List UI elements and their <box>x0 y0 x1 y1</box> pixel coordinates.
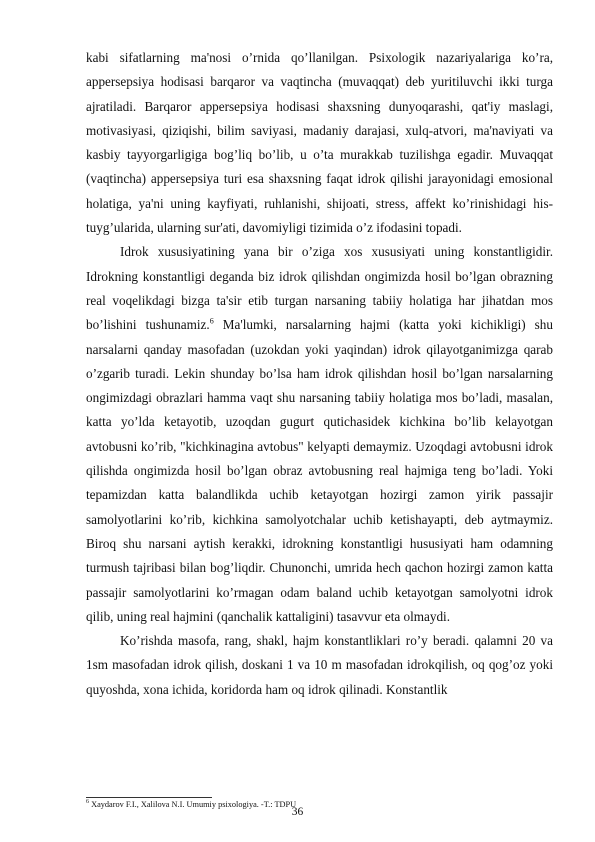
paragraph-2 <box>86 240 553 629</box>
page-number: 36 <box>291 806 304 818</box>
body-text <box>86 46 553 702</box>
footnote-divider <box>86 797 212 798</box>
paragraph-2-text-start: Idrok xususiyatining yana bir o’ziga xos xususiyati uning konstantligidir. Idrokning konstantligi deganda biz idrok qilishdan ongimizda hosil bo’lgan obrazning real voqelikdagi bizga ta'sir etib turgan narsaning tabiiy holatiga har jihatdan mos bo’lishini tushunamiz. <box>86 244 553 333</box>
paragraph-3: Ko’rishda masofa, rang, shakl, hajm konstantliklari ro’y beradi. qalamni 20 va 1sm masofadan idrok qilish, doskani 1 va 10 m masofadan idrokqilish, oq qog’oz yoki quyoshda, xona ichida, koridorda ham oq idrok qilinadi. Konstantlik <box>86 633 553 697</box>
footnote-reference[interactable]: 6 <box>209 316 214 326</box>
footnote-text: Xaydarov F.I., Xalilova N.I. Umumiy psixologiya. -T.: TDPU <box>89 800 297 809</box>
paragraph-1: kabi sifatlarning ma'nosi o’rnida qo’llanilgan. Psixologik nazariyalariga ko’ra, appersepsiya hodisasi barqaror va vaqtincha (muvaqqat) deb yuritiluvchi ikki turga ajratiladi. Barqaror appersepsiya hodisasi shaxsning dunyoqarashi, qat'iy maslagi, motivasiyasi, qiziqishi, bilim saviyasi, madaniy darajasi, xulq-atvori, ma'naviyati va kasbiy tayyorgarligiga bog’liq bo’lib, u o’ta murakkab tuzilishga egadir. Muvaqqat (vaqtincha) appersepsiya turi esa shaxsning faqat idrok qilishi jarayonidagi emosional holatiga, ya'ni uning kayfiyati, ruhlanishi, shijoati, stress, affekt ko’rinishidagi his-tuyg’ularida, ularning sur'ati, davomiyligi tizimida o’z ifodasini topadi. <box>86 50 553 236</box>
footnote-mark: 6 <box>86 799 89 806</box>
paragraph-2-text-end: Ma'lumki, narsalarning hajmi (katta yoki kichikligi) shu narsalarni qanday masofadan (uzokdan yoki yaqindan) idrok qilayotganimizga qarab o’zgarib turadi. Lekin shunday bo’lsa ham idrok qilishdan hosil bo’lgan narsalarning ongimizdagi obrazlari hamma vaqt shu narsaning tabiiy holatiga mos bo’ladi, masalan, katta yo’lda ketayotib, uzoqdan gugurt qutichasidek kichkina bo’lib kelayotgan avtobusni ko’rib, "kichkinagina avtobus" kelyapti demaymiz. Uzoqdagi avtobusni idrok qilishda ongimizda hosil bo’lgan obraz avtobusning real hajmiga teng bo’ladi. Yoki tepamizdan katta balandlikda uchib ketayotgan hozirgi zamon yirik passajir samolyotlarini ko’rib, kichkina samolyotchalar uchib ketishayapti, deb aytmaymiz. Biroq shu narsani aytish kerakki, idrokning konstantligi hususiyati ham odamning turmush tajribasi bilan bog’liqdir. Chunonchi, umrida hech qachon hozirgi zamon katta passajir samolyotlarini ko’rmagan odam baland uchib ketayotgan samolyotni idrok qilib, uning real hajmini (qanchalik kattaligini) tasavvur eta olmaydi. <box>86 317 553 624</box>
